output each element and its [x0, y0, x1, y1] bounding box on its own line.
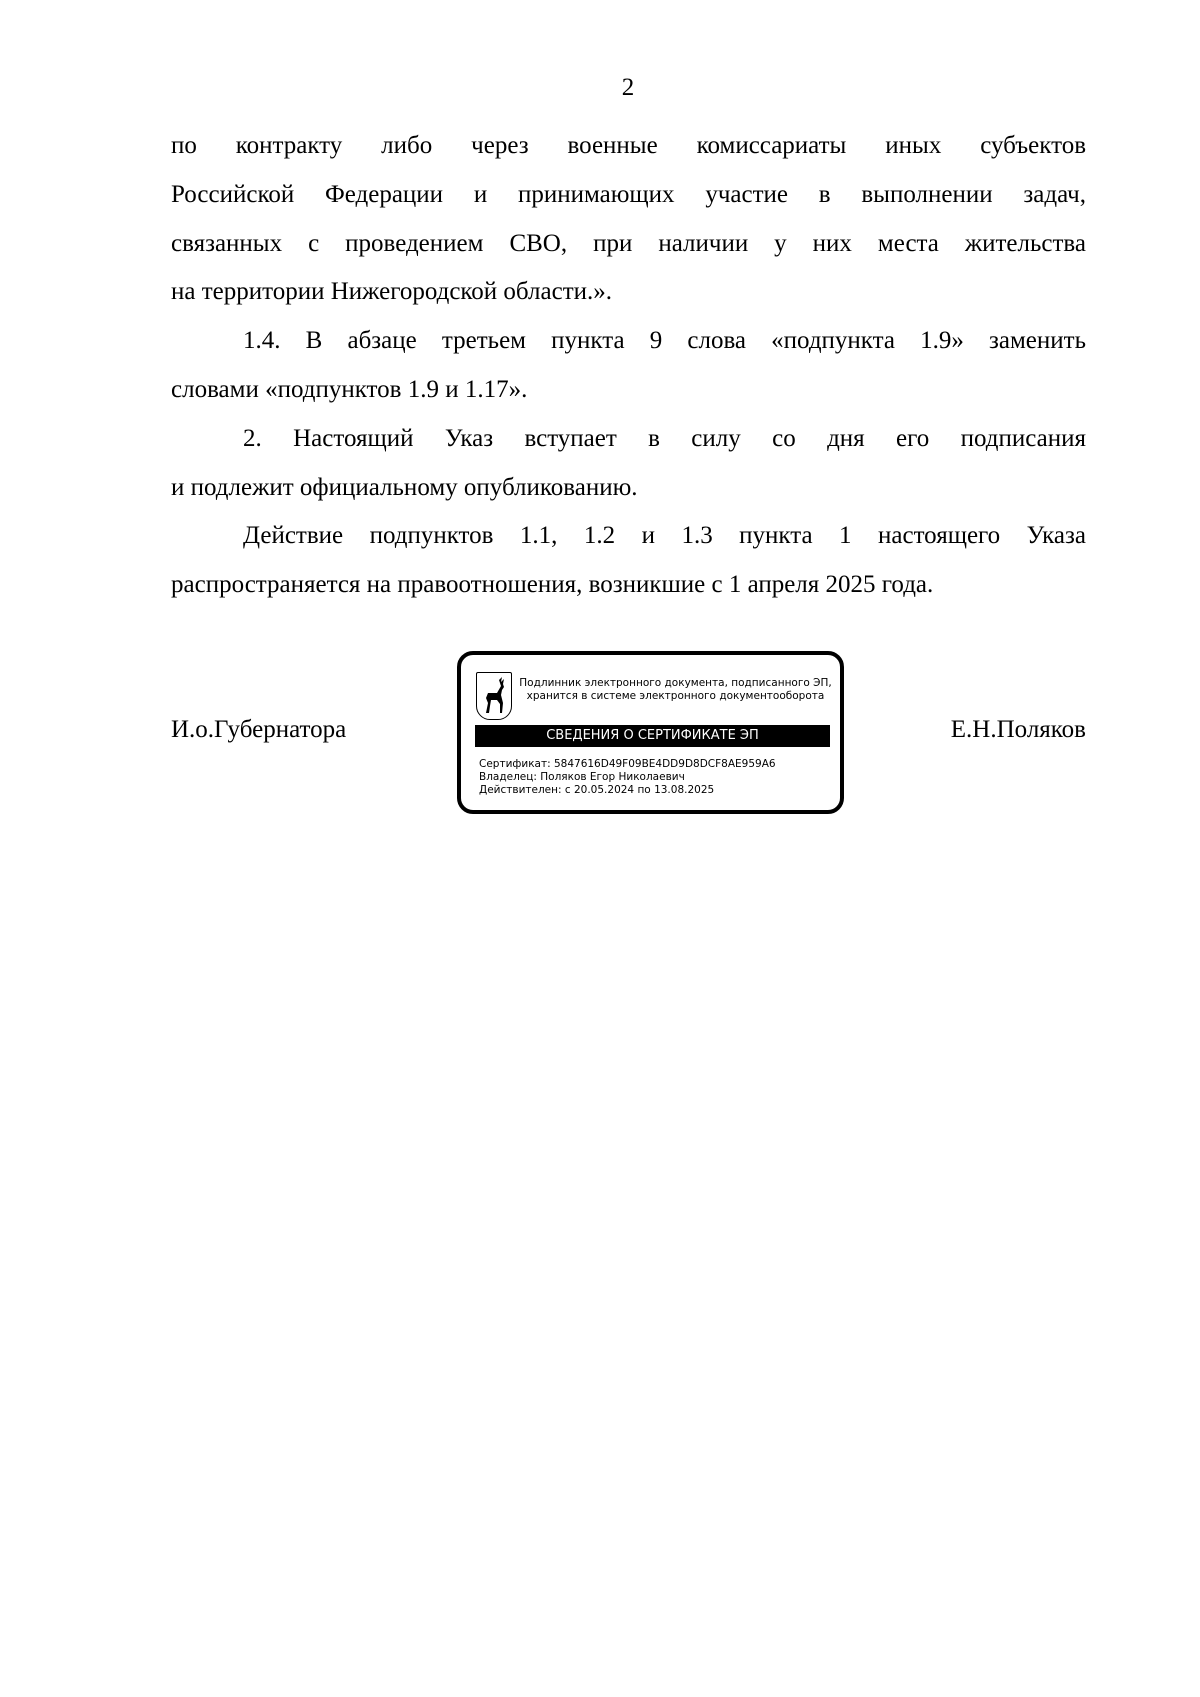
stamp-header	[513, 677, 838, 703]
deer-crest-icon	[476, 672, 512, 720]
text-line: Российской Федерации и принимающих участие в выполнении задач,	[171, 180, 1086, 208]
stamp-header-line: Подлинник электронного документа, подписанного ЭП,	[519, 677, 832, 689]
stamp-info	[479, 758, 776, 797]
text-line: и подлежит официальному опубликованию.	[171, 473, 638, 501]
text-line: 1.4. В абзаце третьем пункта 9 слова «подпункта 1.9» заменить	[243, 327, 1086, 355]
text-line: 2. Настоящий Указ вступает в силу со дня его подписания	[243, 424, 1086, 452]
certificate-validity: Действителен: с 20.05.2024 по 13.08.2025	[479, 784, 715, 796]
stamp-title: СВЕДЕНИЯ О СЕРТИФИКАТЕ ЭП	[475, 725, 830, 747]
text-line: связанных с проведением СВО, при наличии у них места жительства	[171, 229, 1086, 257]
certificate-number: Сертификат: 5847616D49F09BE4DD9D8DCF8AE959A6	[479, 758, 776, 770]
text-line: на территории Нижегородской области.».	[171, 278, 613, 306]
signatory-position: И.о.Губернатора	[171, 716, 347, 743]
signatory-name: Е.Н.Поляков	[950, 716, 1086, 743]
stamp-header-line: хранится в системе электронного документооборота	[526, 690, 825, 702]
electronic-signature-stamp	[457, 651, 844, 814]
page-number: 2	[621, 74, 635, 101]
text-line: Действие подпунктов 1.1, 1.2 и 1.3 пункта 1 настоящего Указа	[243, 522, 1086, 550]
certificate-owner: Владелец: Поляков Егор Николаевич	[479, 771, 685, 783]
text-line: по контракту либо через военные комиссариаты иных субъектов	[171, 132, 1086, 159]
text-line: распространяется на правоотношения, возникшие с 1 апреля 2025 года.	[171, 571, 934, 599]
text-line: словами «подпунктов 1.9 и 1.17».	[171, 376, 528, 403]
